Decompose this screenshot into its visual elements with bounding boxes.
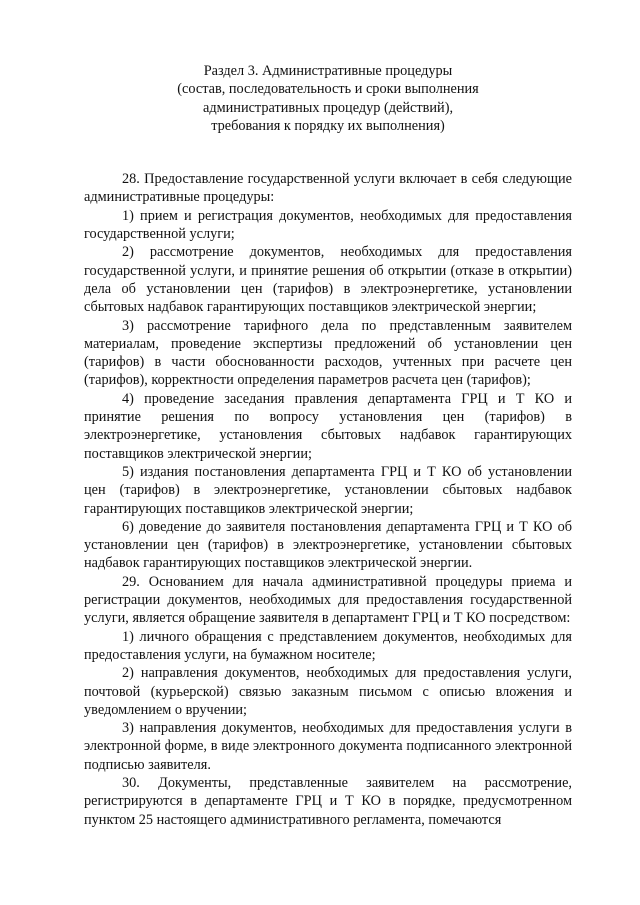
- paragraph-28-item-5: 5) издания постановления департамента ГРЦ и Т КО об установлении цен (тарифов) в электроэнергетике, установлении сбытовых надбавок гарантирующих поставщиков электрической энергии;: [84, 463, 572, 517]
- paragraph-29-item-3: 3) направления документов, необходимых для предоставления услуги в электронной форме, в виде электронного документа подписанного электронной подписью заявителя.: [84, 720, 572, 773]
- heading-line-2: (состав, последовательность и сроки выполнения: [177, 81, 479, 98]
- paragraph-28-item-1: 1) прием и регистрация документов, необходимых для предоставления государственной услуги;: [84, 207, 572, 243]
- document-page: [84, 62, 572, 829]
- heading-line-4: требования к порядку их выполнения): [211, 117, 445, 134]
- paragraph-28: 28. Предоставление государственной услуги включает в себя следующие административные процедуры:: [84, 171, 572, 206]
- paragraph-28-item-2: 2) рассмотрение документов, необходимых для предоставления государственной услуги, и принятие решения об открытии (отказе в открытии) дела об установлении цен (тарифов) в электроэнергетике, установлении сбытовых надбавок гарантирующих поставщиков электрической энергии;: [84, 244, 572, 316]
- section-heading: [84, 62, 572, 135]
- heading-line-1: Раздел 3. Административные процедуры: [203, 63, 453, 79]
- paragraph-29-item-1: 1) личного обращения с представлением документов, необходимых для предоставления услуги, на бумажном носителе;: [84, 628, 572, 663]
- paragraph-29-item-2: 2) направления документов, необходимых для предоставления услуги, почтовой (курьерской) связью заказным письмом с описью вложения и уведомлением о вручении;: [84, 665, 572, 718]
- paragraph-29: 29. Основанием для начала административной процедуры приема и регистрации документов, необходимых для предоставления государственной услуги, является обращение заявителя в департамент ГРЦ и Т КО посредством:: [84, 573, 572, 627]
- paragraph-28-item-3: 3) рассмотрение тарифного дела по представленным заявителем материалам, проведение экспертизы предложений об установлении цен (тарифов) в части обоснованности расходов, учтенных при расчете цен (тарифов), корректности определения параметров расчета цен (тарифов);: [84, 317, 572, 389]
- paragraph-28-item-4: 4) проведение заседания правления департамента ГРЦ и Т КО и принятие решения по вопросу установления цен (тарифов) в электроэнергетике, установления сбытовых надбавок гарантирующих поставщиков электрической энергии;: [84, 390, 572, 462]
- paragraph-28-item-6: 6) доведение до заявителя постановления департамента ГРЦ и Т КО об установлении цен (тарифов) в электроэнергетике, установлении сбытовых надбавок гарантирующих поставщиков электрической энергии.: [84, 518, 572, 572]
- paragraph-30: 30. Документы, представленные заявителем на рассмотрение, регистрируются в департаменте ГРЦ и Т КО в порядке, предусмотренном пунктом 25 настоящего административного регламента, помечаются: [84, 774, 572, 828]
- heading-line-3: административных процедур (действий),: [202, 99, 454, 116]
